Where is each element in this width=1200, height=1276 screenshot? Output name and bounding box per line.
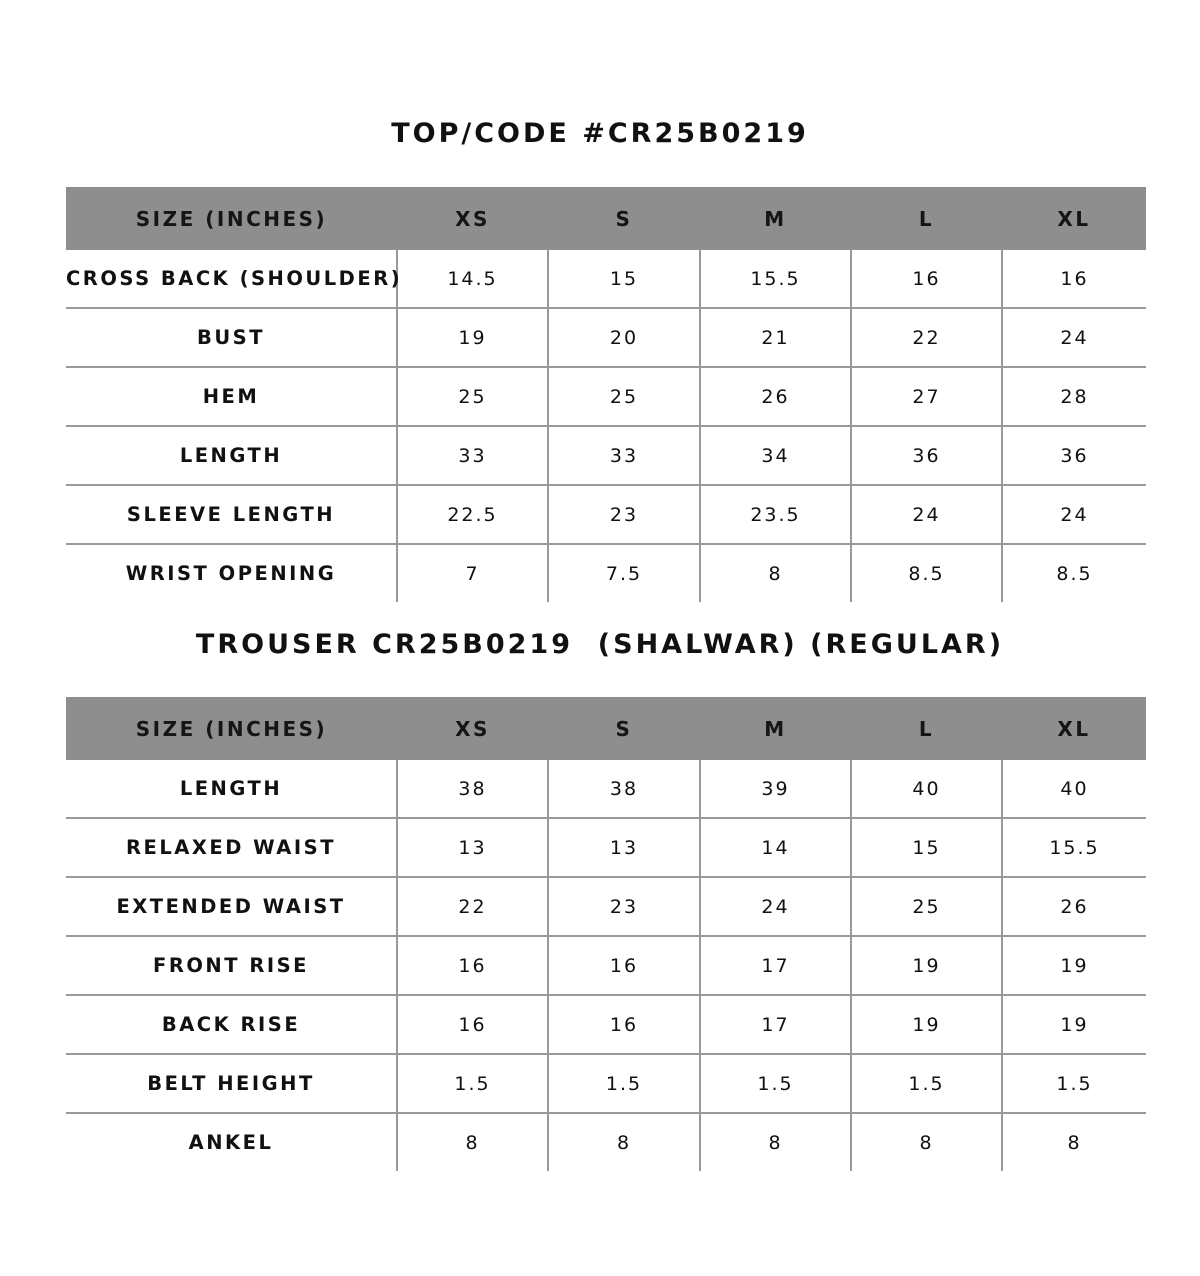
table-row	[66, 367, 1146, 426]
row-label: EXTENDED WAIST	[66, 877, 397, 936]
table-header-row	[66, 187, 1146, 250]
cell-m: 8	[700, 1113, 851, 1171]
row-label: WRIST OPENING	[125, 562, 337, 585]
cell-xl: 16	[1002, 250, 1146, 308]
cell-m: 15.5	[700, 250, 851, 308]
cell-s: 23	[548, 485, 700, 544]
cell-s: 16	[548, 995, 700, 1054]
cell-m: 21	[700, 308, 851, 367]
cell-xl: 24	[1002, 485, 1146, 544]
row-label: FRONT RISE	[66, 936, 397, 995]
cell-l: 40	[851, 760, 1002, 818]
cell-m: 39	[700, 760, 851, 818]
cell-xs: 33	[397, 426, 548, 485]
cell-xl: 15.5	[1002, 818, 1146, 877]
header-xl: XL	[1002, 187, 1146, 250]
cell-l: 27	[851, 367, 1002, 426]
header-m: M	[700, 697, 851, 760]
table-row	[66, 250, 1146, 308]
cell-m: 14	[700, 818, 851, 877]
row-label: BUST	[66, 308, 397, 367]
table-row	[66, 426, 1146, 485]
cell-xs: 38	[397, 760, 548, 818]
cell-m: 17	[700, 936, 851, 995]
cell-s: 25	[548, 367, 700, 426]
cell-m: 26	[700, 367, 851, 426]
table-row	[66, 544, 1146, 602]
cell-xs: 22	[397, 877, 548, 936]
cell-s: 1.5	[548, 1054, 700, 1113]
cell-l: 15	[851, 818, 1002, 877]
cell-l: 1.5	[851, 1054, 1002, 1113]
cell-m: 23.5	[700, 485, 851, 544]
cell-xl: 26	[1002, 877, 1146, 936]
cell-xs: 19	[397, 308, 548, 367]
cell-xl: 40	[1002, 760, 1146, 818]
row-label: CROSS BACK (SHOULDER)	[66, 250, 397, 308]
cell-xs: 25	[397, 367, 548, 426]
header-xs: XS	[397, 187, 548, 250]
cell-s: 15	[548, 250, 700, 308]
header-size-label: SIZE (INCHES)	[66, 187, 397, 250]
cell-xl: 1.5	[1002, 1054, 1146, 1113]
row-label: SLEEVE LENGTH	[66, 485, 397, 544]
header-xl: XL	[1002, 697, 1146, 760]
top-size-table	[66, 187, 1146, 602]
row-label: BELT HEIGHT	[66, 1054, 397, 1113]
row-label: LENGTH	[66, 760, 397, 818]
header-l: L	[851, 697, 1002, 760]
header-s: S	[548, 697, 700, 760]
cell-l: 25	[851, 877, 1002, 936]
cell-xs: 7	[397, 544, 548, 602]
cell-l: 8.5	[851, 544, 1002, 602]
row-label: LENGTH	[66, 426, 397, 485]
cell-s: 13	[548, 818, 700, 877]
cell-xl: 24	[1002, 308, 1146, 367]
table-row	[66, 1113, 1146, 1171]
cell-s: 8	[548, 1113, 700, 1171]
cell-m: 34	[700, 426, 851, 485]
cell-l: 22	[851, 308, 1002, 367]
table-row	[66, 818, 1146, 877]
row-label: ANKEL	[188, 1131, 274, 1154]
trouser-size-table	[66, 697, 1146, 1171]
cell-xl: 28	[1002, 367, 1146, 426]
table-row	[66, 1054, 1146, 1113]
table-row	[66, 308, 1146, 367]
cell-s: 33	[548, 426, 700, 485]
cell-xl: 8	[1002, 1113, 1146, 1171]
table-row	[66, 485, 1146, 544]
table-header-row	[66, 697, 1146, 760]
cell-xl: 19	[1002, 936, 1146, 995]
header-s: S	[548, 187, 700, 250]
cell-s: 38	[548, 760, 700, 818]
row-label: HEM	[66, 367, 397, 426]
cell-l: 16	[851, 250, 1002, 308]
cell-l: 19	[851, 936, 1002, 995]
trouser-size-chart-title: TROUSER CR25B0219 (SHALWAR) (REGULAR)	[195, 629, 1005, 660]
cell-m: 24	[700, 877, 851, 936]
row-label: RELAXED WAIST	[66, 818, 397, 877]
cell-m: 1.5	[700, 1054, 851, 1113]
cell-xs: 13	[397, 818, 548, 877]
cell-xs: 22.5	[397, 485, 548, 544]
cell-xs: 1.5	[397, 1054, 548, 1113]
row-label: BACK RISE	[66, 995, 397, 1054]
table-row	[66, 936, 1146, 995]
header-m: M	[700, 187, 851, 250]
cell-m: 17	[700, 995, 851, 1054]
cell-xs: 8	[397, 1113, 548, 1171]
table-row	[66, 877, 1146, 936]
cell-xs: 16	[397, 995, 548, 1054]
cell-s: 23	[548, 877, 700, 936]
cell-l: 19	[851, 995, 1002, 1054]
cell-xl: 36	[1002, 426, 1146, 485]
cell-l: 8	[851, 1113, 1002, 1171]
header-l: L	[851, 187, 1002, 250]
table-row	[66, 760, 1146, 818]
header-size-label: SIZE (INCHES)	[66, 697, 397, 760]
cell-xs: 16	[397, 936, 548, 995]
cell-xl: 19	[1002, 995, 1146, 1054]
cell-s: 20	[548, 308, 700, 367]
cell-s: 16	[548, 936, 700, 995]
cell-l: 36	[851, 426, 1002, 485]
header-xs: XS	[397, 697, 548, 760]
top-size-chart-title: TOP/CODE #CR25B0219	[391, 118, 809, 149]
cell-xs: 14.5	[397, 250, 548, 308]
cell-xl: 8.5	[1002, 544, 1146, 602]
table-row	[66, 995, 1146, 1054]
cell-l: 24	[851, 485, 1002, 544]
cell-s: 7.5	[548, 544, 700, 602]
cell-m: 8	[700, 544, 851, 602]
